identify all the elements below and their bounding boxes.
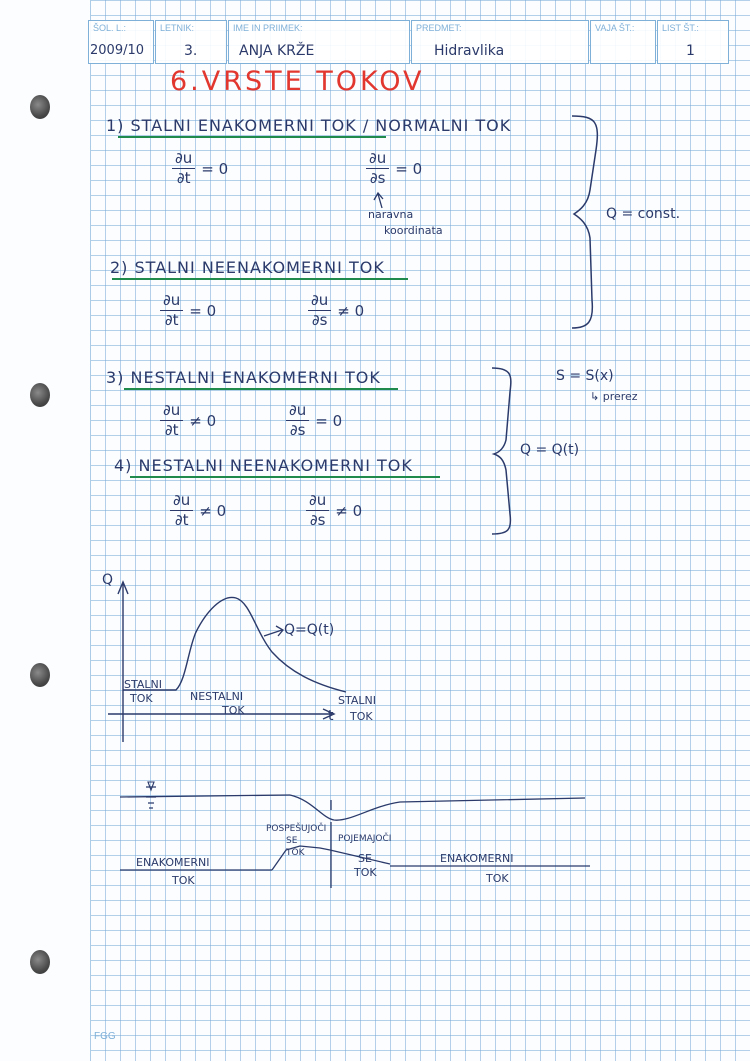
brace-icon	[572, 116, 597, 328]
eq-numerator: ∂u	[170, 492, 193, 511]
header-letnik-label: LETNIK:	[160, 23, 195, 33]
footer-fgg: FGG	[94, 1031, 116, 1042]
header-ime-value: ANJA KRŽE	[239, 43, 315, 59]
graph2-pojemajoci-tok: TOK	[354, 866, 377, 879]
graph2-right-tok: TOK	[486, 872, 509, 885]
eq-numerator: ∂u	[308, 292, 331, 311]
page-title: 6.VRSTE TOKOV	[170, 66, 425, 97]
header-list-value: 1	[686, 43, 695, 59]
eq-relation: ≠ 0	[335, 501, 363, 520]
hydrograph	[108, 582, 346, 742]
eq-denominator: ∂s	[311, 311, 328, 329]
graph1-stalni-left: STALNI	[124, 678, 162, 691]
arrow-icon	[264, 626, 283, 636]
header-sol-value: 2009/10	[90, 43, 145, 58]
header-predmet-value: Hidravlika	[434, 43, 505, 59]
graph2-pojemajoci: POJEMAJOČI	[338, 834, 392, 844]
eq-denominator: ∂t	[176, 169, 191, 187]
eq-numerator: ∂u	[286, 402, 309, 421]
graph2-pojemajoci-se: SE	[358, 852, 372, 865]
header-ime-label: IME IN PRIIMEK:	[233, 23, 303, 33]
eq-relation: = 0	[201, 159, 229, 178]
eq-numerator: ∂u	[172, 150, 195, 169]
section-2-heading: 2) STALNI NEENAKOMERNI TOK	[110, 258, 385, 277]
eq-relation: ≠ 0	[337, 301, 365, 320]
header-vaja-label: VAJA ŠT.:	[595, 23, 635, 33]
eq-denominator: ∂t	[164, 421, 179, 439]
graph1-curve-label: Q=Q(t)	[284, 622, 335, 638]
eq-relation: = 0	[189, 301, 217, 320]
header-list-label: LIST ŠT.:	[662, 23, 699, 33]
note-naravna: naravna	[368, 208, 414, 221]
eq-relation: ≠ 0	[189, 411, 217, 430]
section-1-heading: 1) STALNI ENAKOMERNI TOK / NORMALNI TOK	[106, 116, 512, 135]
eq-numerator: ∂u	[366, 150, 389, 169]
graph2-pospesujoci-se: SE	[286, 836, 298, 846]
graph1-x-label: t	[328, 708, 334, 724]
graph2-pospesujoci: POSPEŠUJOČI	[266, 824, 327, 834]
graph1-y-label: Q	[102, 572, 114, 588]
arrow-icon	[374, 193, 383, 208]
graph1-stalni-left-tok: TOK	[130, 692, 153, 705]
eq-relation: ≠ 0	[199, 501, 227, 520]
eq-denominator: ∂t	[174, 511, 189, 529]
eq-numerator: ∂u	[306, 492, 329, 511]
eq-denominator: ∂s	[369, 169, 386, 187]
header-predmet-label: PREDMET:	[416, 23, 462, 33]
header-sol-label: ŠOL. L.:	[93, 23, 127, 33]
note-prerez: ↳ prerez	[590, 390, 638, 403]
graph2-pospesujoci-tok: TOK	[286, 848, 305, 858]
note-s-eq: S = S(x)	[556, 368, 614, 384]
surface-curve	[290, 795, 585, 820]
graph1-stalni-right-tok: TOK	[350, 710, 373, 723]
water-level-marker-icon	[148, 782, 154, 790]
note-koordinata: koordinata	[384, 224, 443, 237]
note-q-t: Q = Q(t)	[520, 442, 580, 458]
graph2-right-label: ENAKOMERNI	[440, 852, 514, 865]
eq-numerator: ∂u	[160, 292, 183, 311]
eq-denominator: ∂s	[289, 421, 306, 439]
section-3-heading: 3) NESTALNI ENAKOMERNI TOK	[106, 368, 381, 387]
brace-icon	[492, 368, 511, 534]
graph2-left-tok: TOK	[172, 874, 195, 887]
graph1-nestalni-tok: TOK	[222, 704, 245, 717]
eq-relation: = 0	[315, 411, 343, 430]
eq-numerator: ∂u	[160, 402, 183, 421]
eq-relation: = 0	[395, 159, 423, 178]
header-letnik-value: 3.	[184, 43, 198, 59]
eq-denominator: ∂t	[164, 311, 179, 329]
graph1-stalni-right: STALNI	[338, 694, 376, 707]
note-q-const: Q = const.	[606, 206, 681, 222]
eq-denominator: ∂s	[309, 511, 326, 529]
section-4-heading: 4) NESTALNI NEENAKOMERNI TOK	[114, 456, 413, 475]
graph1-nestalni: NESTALNI	[190, 690, 244, 703]
graph2-left-label: ENAKOMERNI	[136, 856, 210, 869]
surface-left	[120, 795, 290, 797]
